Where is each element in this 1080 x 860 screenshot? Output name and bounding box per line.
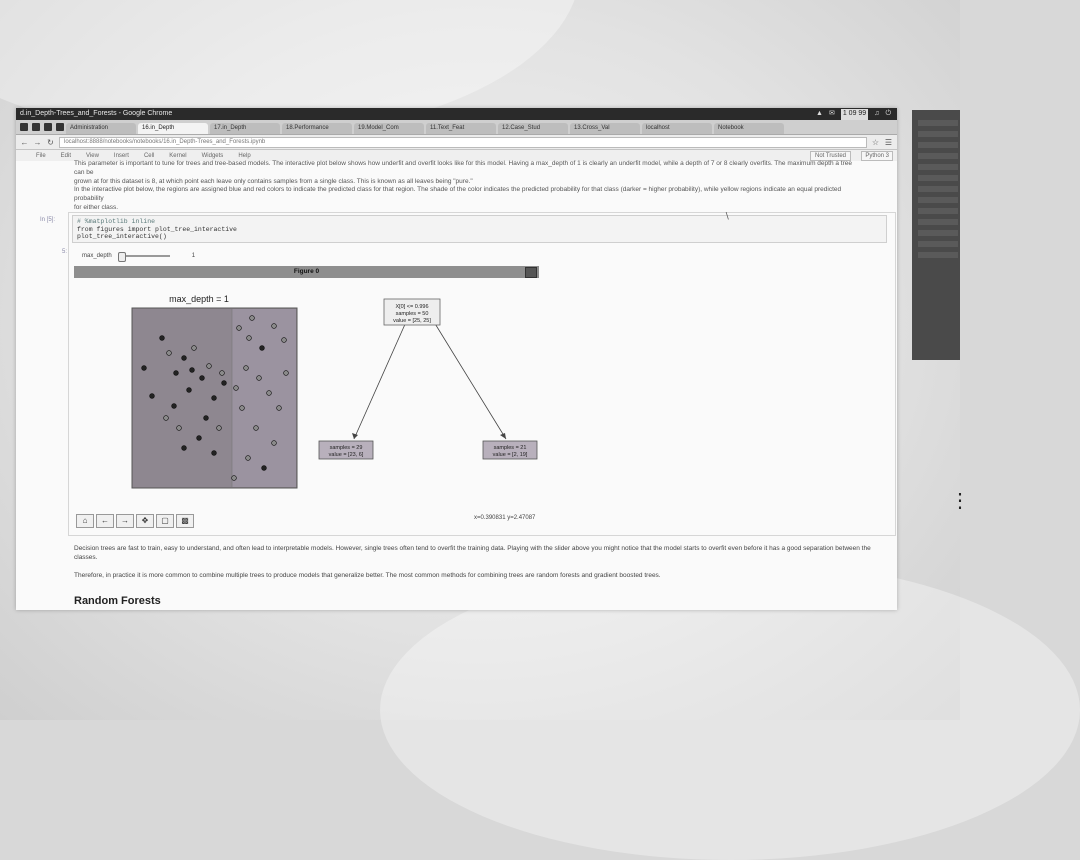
code-line: from figures import plot_tree_interactive: [77, 225, 237, 233]
tab-bar: [16, 120, 897, 135]
scatter-point: [267, 391, 272, 396]
scatter-point: [284, 371, 289, 376]
right-leaf-samples: samples = 21: [493, 445, 527, 451]
menu-item-cell[interactable]: Cell: [143, 153, 155, 159]
pan-icon[interactable]: ✥: [136, 514, 154, 528]
scatter-point: [150, 394, 155, 399]
figure-title: Figure 0: [293, 268, 320, 275]
folder-icon[interactable]: [32, 123, 40, 131]
scatter-point: [212, 396, 217, 401]
output-prompt: 5:: [62, 249, 68, 255]
scatter-point: [244, 366, 249, 371]
tree-root-node: [384, 299, 440, 325]
scatter-point: [250, 316, 255, 321]
tab-9[interactable]: Notebook: [714, 123, 784, 134]
arrowhead-icon: [500, 433, 506, 439]
scatter-point: [174, 371, 179, 376]
coordinate-readout: x=0.390831 y=2.47087: [474, 515, 536, 521]
right-leaf-value: value = [2, 19]: [492, 452, 528, 458]
app-launcher-icon[interactable]: [20, 123, 28, 131]
figure-header: [74, 266, 539, 278]
tab-4[interactable]: 19.Model_Com: [354, 123, 424, 134]
code-line: plot_tree_interactive(): [77, 233, 167, 240]
paragraph-line: This parameter is important to tune for trees and tree-based models. The interactive plot below shows how underfit and overfit looks like for this model. Having a max_depth of 1 is clearly an underfit model, while a depth of 7 or 8 clearly overfits. The maximum depth a tree can be: [74, 160, 852, 176]
network-icon[interactable]: ▲: [816, 110, 823, 117]
tree-edge-right: [434, 322, 506, 439]
tab-3[interactable]: 18.Performance: [282, 123, 352, 134]
left-leaf-samples: samples = 29: [329, 445, 363, 451]
save-icon[interactable]: ▩: [176, 514, 194, 528]
paragraph-line: classes.: [74, 554, 98, 561]
scatter-point: [240, 406, 245, 411]
url-input[interactable]: localhost:8888/notebooks/notebooks/16.in_Depth-Trees_and_Forests.ipynb: [59, 137, 867, 148]
paragraph-line: grown at for this dataset is 8, at which point each leave only contains samples from a single class. This is known as all leaves being "pure.": [74, 178, 473, 185]
window-title: d.in_Depth-Trees_and_Forests - Google Chrome: [20, 110, 173, 117]
scatter-point: [254, 426, 259, 431]
paragraph-ensembles: Therefore, in practice it is more common to combine multiple trees to produce models that generalize better. The most common methods for combining trees are random forests and gradient boosted trees.: [74, 572, 661, 579]
paragraph-max-depth: [74, 159, 854, 186]
paragraph-decision-trees: [74, 544, 874, 562]
tree-edge-left: [354, 322, 406, 439]
scatter-point: [182, 446, 187, 451]
home-icon[interactable]: ⌂: [76, 514, 94, 528]
back-icon[interactable]: ←: [20, 137, 29, 147]
tab-1[interactable]: 16.in_Depth: [138, 123, 208, 134]
scatter-point: [237, 326, 242, 331]
text-cursor-icon: ∖: [724, 211, 730, 221]
clock: 1 09 99: [841, 109, 868, 120]
terminal-icon[interactable]: [44, 123, 52, 131]
tree-leaf-right: [483, 441, 537, 459]
browser-window: [16, 108, 897, 610]
back-icon[interactable]: ←: [96, 514, 114, 528]
menu-item-kernel[interactable]: Kernel: [169, 153, 187, 159]
side-thumbnail-panel: [912, 110, 960, 360]
scatter-point: [217, 426, 222, 431]
menu-item-help[interactable]: Help: [238, 153, 251, 159]
scatter-point: [247, 336, 252, 341]
tab-0[interactable]: Administration: [66, 123, 136, 134]
scatter-point: [172, 404, 177, 409]
scatter-point: [164, 416, 169, 421]
scatter-point: [204, 416, 209, 421]
kernel-indicator[interactable]: Python 3: [861, 151, 893, 161]
scatter-point: [222, 381, 227, 386]
address-bar: [16, 135, 897, 150]
scatter-point: [220, 371, 225, 376]
bookmark-star-icon[interactable]: ☆: [871, 137, 880, 147]
slider-handle[interactable]: [118, 252, 126, 262]
scatter-point: [197, 436, 202, 441]
menu-icon[interactable]: ☰: [884, 137, 893, 147]
scatter-point: [207, 364, 212, 369]
figure-canvas[interactable]: [74, 278, 554, 514]
slider-value: 1: [191, 253, 196, 259]
tab-5[interactable]: 11.Text_Feat: [426, 123, 496, 134]
code-line: # %matplotlib inline: [77, 218, 156, 225]
tab-8[interactable]: localhost: [642, 123, 712, 134]
mail-icon[interactable]: ✉: [828, 110, 835, 117]
section-heading: Random Forests: [74, 595, 161, 607]
scatter-point: [212, 451, 217, 456]
menu-item-edit[interactable]: Edit: [60, 153, 72, 159]
trusted-badge[interactable]: Not Trusted: [810, 151, 851, 161]
tab-6[interactable]: 12.Case_Stud: [498, 123, 568, 134]
tree-leaf-left: [319, 441, 373, 459]
scatter-point: [232, 476, 237, 481]
paragraph-colors: [74, 185, 854, 212]
slider-label: max_depth: [82, 253, 112, 259]
system-tray: [816, 108, 891, 120]
scatter-point: [282, 338, 287, 343]
reload-icon[interactable]: ↻: [47, 137, 54, 147]
scatter-point: [167, 351, 172, 356]
scatter-point: [192, 346, 197, 351]
root-node-split: X[0] <= 0.996: [395, 304, 429, 310]
scatter-point: [142, 366, 147, 371]
scatter-point: [160, 336, 165, 341]
forward-icon[interactable]: →: [116, 514, 134, 528]
plot-title: max_depth = 1: [169, 294, 229, 304]
left-leaf-value: value = [23, 6]: [328, 452, 364, 458]
scatter-point: [272, 324, 277, 329]
scatter-point: [246, 456, 251, 461]
figure-close-button[interactable]: [525, 267, 537, 278]
paragraph-line: In the interactive plot below, the regions are assigned blue and red colors to indicate the predicted class for that region. The shade of the color indicates the predicted probability for that class (darker = higher probability), while yellow regions indicate an equal predicted probability: [74, 186, 842, 202]
scatter-point: [200, 376, 205, 381]
code-editor[interactable]: [72, 215, 887, 243]
scatter-point: [257, 376, 262, 381]
root-node-value: value = [25, 25]: [393, 318, 431, 324]
input-prompt: In [5]:: [40, 217, 56, 223]
scatter-point: [190, 368, 195, 373]
tab-2[interactable]: 17.in_Depth: [210, 123, 280, 134]
arrowhead-icon: [352, 433, 358, 439]
scatter-point: [182, 356, 187, 361]
paragraph-line: Decision trees are fast to train, easy to understand, and often lead to interpretable models. However, single trees often tend to overfit the training data. Playing with the slider above you might notice that the model starts to overfit even before it has a good separation between the: [74, 545, 871, 552]
notebook-area: [16, 161, 897, 610]
root-node-samples: samples = 50: [395, 311, 429, 317]
decision-region-right: [232, 309, 296, 487]
scatter-point: [187, 388, 192, 393]
zoom-icon[interactable]: ▢: [156, 514, 174, 528]
edge-mark: ⋮: [950, 490, 970, 512]
max-depth-slider-row: [82, 251, 195, 261]
scatter-point: [272, 441, 277, 446]
figure-toolbar: [76, 514, 194, 528]
menu-item-insert[interactable]: Insert: [113, 153, 129, 159]
forward-icon[interactable]: →: [33, 137, 42, 147]
menu-item-widgets[interactable]: Widgets: [201, 153, 224, 159]
scatter-point: [260, 346, 265, 351]
max-depth-slider[interactable]: [118, 255, 170, 257]
menu-item-view[interactable]: View: [86, 153, 99, 159]
volume-icon[interactable]: ♫: [874, 110, 880, 117]
scatter-point: [234, 386, 239, 391]
tab-7[interactable]: 13.Cross_Val: [570, 123, 640, 134]
menu-item-file[interactable]: File: [36, 153, 46, 159]
power-icon[interactable]: ⏻: [885, 110, 891, 117]
paragraph-line: for either class.: [74, 204, 119, 211]
scatter-point: [177, 426, 182, 431]
title-bar: [16, 108, 897, 120]
scatter-point: [262, 466, 267, 471]
pdf-icon[interactable]: [56, 123, 64, 131]
scatter-point: [277, 406, 282, 411]
